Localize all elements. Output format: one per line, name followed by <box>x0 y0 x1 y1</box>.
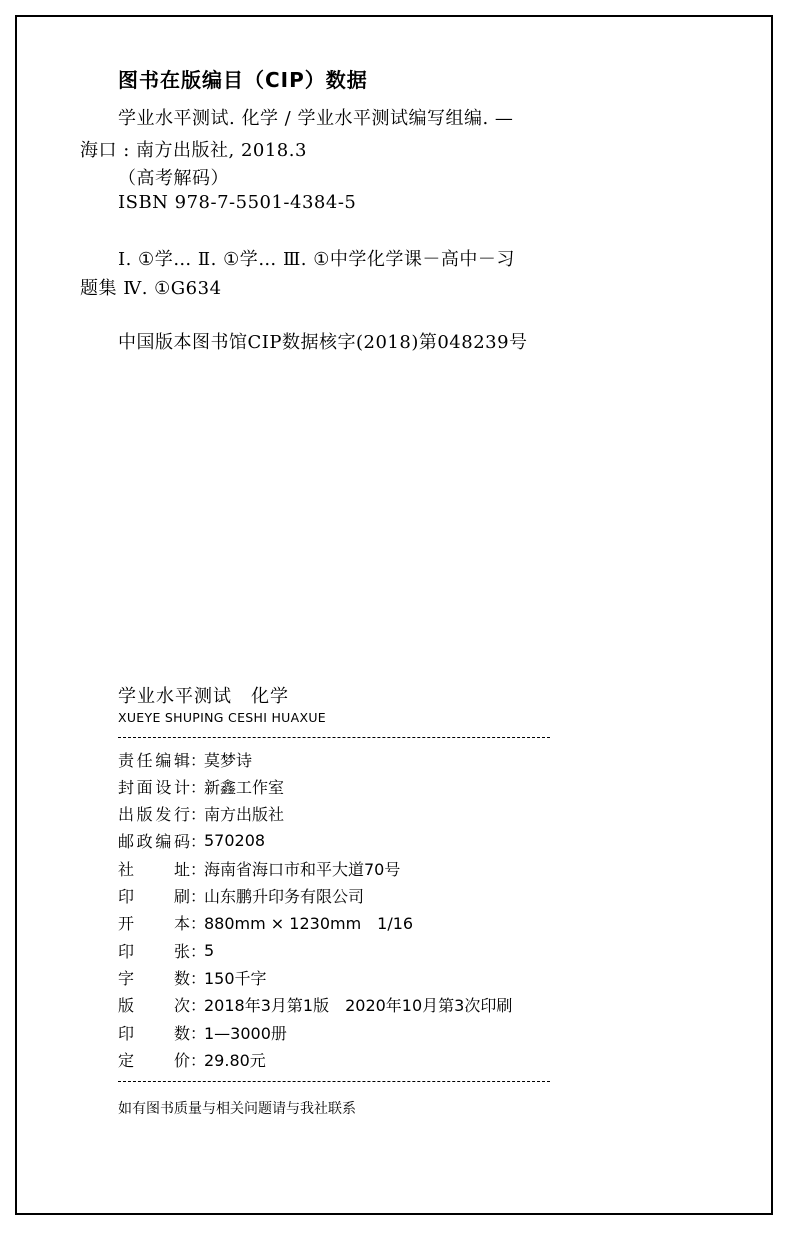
info-label-char: 数 <box>173 1023 190 1043</box>
info-label-char: 行 <box>173 805 190 825</box>
cip-title-line: 学业水平测试. 化学 / 学业水平测试编写组编. — <box>118 108 514 129</box>
info-label-char: 本 <box>173 914 190 934</box>
info-row <box>118 801 284 827</box>
info-label-char: 印 <box>118 1023 135 1043</box>
info-label <box>118 748 190 771</box>
info-label <box>118 775 190 798</box>
book-title: 学业水平测试 化学 <box>118 686 289 707</box>
info-colon: ： <box>190 1050 207 1070</box>
cip-classification-line-2: 题集 Ⅳ. ①G634 <box>80 278 222 299</box>
info-label <box>118 993 190 1016</box>
divider-bottom <box>118 1081 550 1082</box>
info-label-char: 辑 <box>173 750 190 770</box>
info-colon: ： <box>190 832 207 852</box>
info-label-char: 责 <box>118 750 135 770</box>
info-value: 5 <box>204 940 215 960</box>
info-colon: ： <box>190 805 207 825</box>
info-value: 880mm × 1230mm 1/16 <box>204 914 414 934</box>
book-title-pinyin: XUEYE SHUPING CESHI HUAXUE <box>118 710 326 725</box>
info-colon: ： <box>190 859 207 879</box>
info-value: 570208 <box>204 831 266 851</box>
info-row <box>118 883 364 909</box>
info-label-char: 价 <box>173 1050 190 1070</box>
info-row <box>118 964 267 990</box>
info-label <box>118 1048 190 1071</box>
info-label-char: 发 <box>155 805 172 825</box>
info-label-char: 出 <box>118 805 135 825</box>
info-label <box>118 939 190 962</box>
contact-note: 如有图书质量与相关问题请与我社联系 <box>118 1101 356 1117</box>
info-row <box>118 773 284 799</box>
info-label-char: 张 <box>173 941 190 961</box>
info-label <box>118 966 190 989</box>
info-label-char: 任 <box>136 750 153 770</box>
info-label-char: 封 <box>118 777 135 797</box>
info-label-char: 址 <box>173 859 190 879</box>
info-label-char: 数 <box>173 968 190 988</box>
info-label-char: 编 <box>155 750 172 770</box>
info-value: 海南省海口市和平大道70号 <box>204 859 401 879</box>
info-colon: ： <box>190 941 207 961</box>
info-label-char: 版 <box>136 805 153 825</box>
info-label-char: 编 <box>155 832 172 852</box>
info-row <box>118 937 214 963</box>
info-label-char: 码 <box>173 832 190 852</box>
info-value: 南方出版社 <box>204 805 285 825</box>
info-value: 150千字 <box>204 968 267 988</box>
info-colon: ： <box>190 750 207 770</box>
info-label-char: 定 <box>118 1050 135 1070</box>
info-label-char: 刷 <box>173 887 190 906</box>
info-row <box>118 746 252 772</box>
info-label-char: 社 <box>118 859 135 879</box>
info-label-char: 计 <box>173 777 190 797</box>
info-colon: ： <box>190 996 207 1016</box>
info-colon: ： <box>190 968 207 988</box>
info-row <box>118 828 265 854</box>
info-label-char: 政 <box>136 832 153 852</box>
info-label-char: 字 <box>118 968 135 988</box>
info-colon: ： <box>190 777 207 797</box>
info-value: 新鑫工作室 <box>204 777 285 797</box>
info-value: 山东鹏升印务有限公司 <box>204 887 365 906</box>
info-label-char: 设 <box>155 777 172 797</box>
info-label-char: 印 <box>118 941 135 961</box>
info-value: 莫梦诗 <box>204 750 253 770</box>
info-row <box>118 1046 266 1072</box>
divider-top <box>118 737 550 738</box>
info-label-char: 面 <box>136 777 153 797</box>
info-colon: ： <box>190 1023 207 1043</box>
info-row <box>118 992 512 1018</box>
info-label <box>118 829 190 852</box>
cip-series-line: （高考解码） <box>118 168 229 189</box>
info-label-char: 开 <box>118 914 135 934</box>
info-label-char: 印 <box>118 887 135 906</box>
info-colon: ： <box>190 914 207 934</box>
info-row <box>118 1019 287 1045</box>
info-label <box>118 857 190 880</box>
cip-isbn-line: ISBN 978-7-5501-4384-5 <box>118 192 357 213</box>
info-value: 29.80元 <box>204 1050 266 1070</box>
info-label-char: 邮 <box>118 832 135 852</box>
info-label-char: 次 <box>173 996 190 1016</box>
info-value: 1—3000册 <box>204 1023 287 1043</box>
info-row <box>118 910 413 936</box>
info-colon: ： <box>190 887 207 906</box>
info-value: 2018年3月第1版 2020年10月第3次印刷 <box>204 996 513 1016</box>
cip-number-line: 中国版本图书馆CIP数据核字(2018)第048239号 <box>118 332 528 353</box>
info-label <box>118 802 190 825</box>
info-label <box>118 884 190 907</box>
info-row <box>118 855 400 881</box>
info-label <box>118 911 190 934</box>
cip-heading: 图书在版编目（CIP）数据 <box>118 68 368 92</box>
cip-publisher-line: 海口 : 南方出版社, 2018.3 <box>80 140 307 161</box>
info-label <box>118 1021 190 1044</box>
cip-classification-line-1: Ⅰ. ①学… Ⅱ. ①学… Ⅲ. ①中学化学课－高中－习 <box>118 249 515 270</box>
info-label-char: 版 <box>118 996 135 1016</box>
